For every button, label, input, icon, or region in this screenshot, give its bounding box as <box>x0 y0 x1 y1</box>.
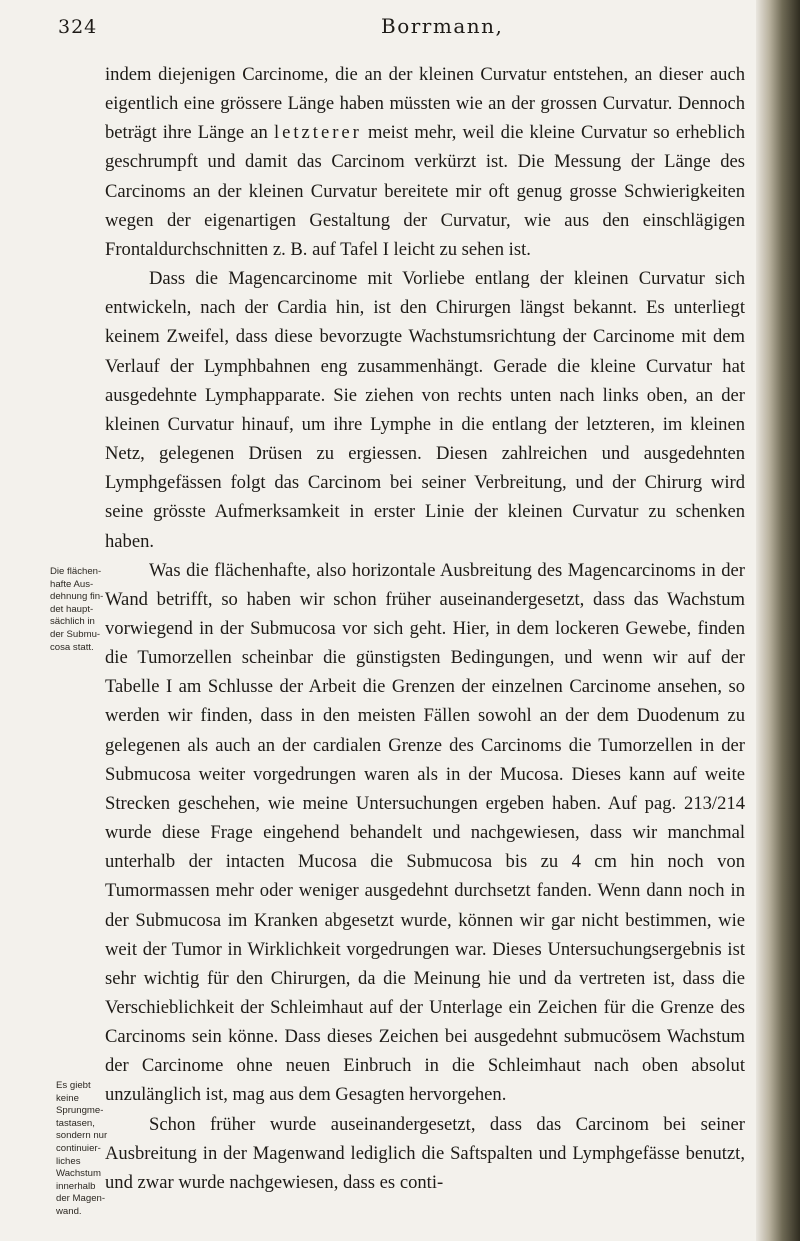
margin-note-line: Die flächen- <box>50 566 102 577</box>
margin-note-line: der Submu- <box>50 628 101 640</box>
margin-note-line: keine <box>56 1092 79 1104</box>
margin-note-line: sächlich in <box>50 616 95 628</box>
running-head: Borrmann, <box>381 14 504 38</box>
paragraph-4: Schon früher wurde auseinandergesetzt, dass das Carcinom bei seiner Ausbreitung in der Magenwand lediglich die Saftspalten und Lymphgefässe benutzt, und zwar wurde nachgewiesen, dass es conti- <box>105 1113 745 1193</box>
paragraph-1-text-a: indem diejenigen Carcinome, die an der kleinen Curvatur entstehen, an dieser auch eigentlich eine grössere Länge haben müssten wie an der grossen Curvatur. Dennoch beträgt ihre Länge an <box>105 64 745 144</box>
margin-note-line: continuier- <box>56 1142 101 1154</box>
paragraph-1 <box>105 60 745 264</box>
margin-note-line: Wachstum <box>56 1168 101 1180</box>
margin-note-line: tastasen, <box>56 1117 95 1129</box>
margin-note-line: Es giebt <box>56 1080 91 1091</box>
margin-note-sprungmetastasen <box>56 1080 134 1219</box>
body-text <box>105 60 745 1197</box>
margin-note-line: hafte Aus- <box>50 578 94 590</box>
margin-note-line: dehnung fin- <box>50 591 104 603</box>
emphasis-letzterer: letzterer <box>273 122 362 144</box>
paragraph-1-text-b: meist mehr, weil die kleine Curvatur so erheblich geschrumpft und damit das Carcinom verkürzt ist. Die Messung der Länge des Carcinoms an der kleinen Curvatur bereitete mir oft genug grosse Schwierigkeiten wegen der eigenartigen Gestaltung der Curvatur, wie aus den einschlägigen Frontaldurchschnitten z. B. auf Tafel I leicht zu sehen ist. <box>105 122 745 260</box>
paragraph-3: Was die flächenhafte, also horizontale Ausbreitung des Magencarcinoms in der Wand betrifft, so haben wir schon früher auseinandergesetzt, dass das Wachstum vorwiegend in der Submucosa vor sich geht. Hier, in dem lockeren Gewebe, finden die Tumorzellen scheinbar die günstigsten Bedingungen, und wenn wir auf der Tabelle I am Schlusse der Arbeit die Grenzen der einzelnen Carcinome ansehen, so werden wir finden, dass in den meisten Fällen sowohl an der dem Duodenum zu gelegenen als auch an der cardialen Grenze des Carcinoms die Tumorzellen in der Submucosa weiter vorgedrungen waren als in der Mucosa. Dieses kann auf weite Strecken geschehen, wie meine Untersuchungen ergeben haben. Auf pag. 213/214 wurde diese Frage eingehend behandelt und nachgewiesen, dass wir manchmal unterhalb der intacten Mucosa die Submucosa bis zu 4 cm hin noch von Tumormassen mehr oder weniger ausgedehnt durchsetzt fanden. Wenn dann noch in der Submucosa im Kranken abgesetzt wurde, können wir gar nicht bestimmen, wie weit der Tumor in Wirklichkeit vorgedrungen war. Dieses Untersuchungsergebnis ist sehr wichtig für den Chirurgen, da die Meinung hie und da vertreten ist, dass die Verschieblichkeit der Schleimhaut auf der Unterlage ein Zeichen für die Grenze des Carcinoms sein könne. Dass dieses Zeichen bei ausgedehnt submucösem Wachstum der Carcinome ohne neuen Einbruch in die Schleimhaut nach oben absolut unzulänglich ist, mag aus dem Gesagten hervorgehen. <box>105 559 745 1106</box>
page-number: 324 <box>58 16 98 38</box>
margin-note-line: liches <box>56 1155 81 1167</box>
margin-note-flaechenhafte-ausdehnung <box>50 566 128 654</box>
scanner-edge-shadow <box>756 0 800 1241</box>
margin-note-line: sondern nur <box>56 1130 108 1142</box>
margin-note-line: cosa statt. <box>50 641 94 653</box>
margin-note-line: der Magen- <box>56 1193 106 1205</box>
margin-note-line: det haupt- <box>50 603 94 615</box>
margin-note-line: innerhalb <box>56 1180 96 1192</box>
margin-note-line: wand. <box>56 1205 82 1217</box>
paragraph-2: Dass die Magencarcinome mit Vorliebe entlang der kleinen Curvatur sich entwickeln, nach der Cardia hin, ist den Chirurgen längst bekannt. Es unterliegt keinem Zweifel, dass diese bevorzugte Wachstumsrichtung der Carcinome mit dem Verlauf der Lymphbahnen eng zusammenhängt. Gerade die kleine Curvatur hat ausgedehnte Lymphapparate. Sie ziehen von rechts unten nach links oben, an der kleinen Curvatur hinauf, um ihre Lymphe in die entlang der letzteren, im kleinen Netz, gelegenen Drüsen zu ergiessen. Diesen zahlreichen und ausgedehnten Lymphgefässen folgt das Carcinom bei seiner Verbreitung, und der Chirurg wird seine grösste Aufmerksamkeit in erster Linie der kleinen Curvatur zu schenken haben. <box>105 268 745 552</box>
margin-note-line: Sprungme- <box>56 1105 104 1117</box>
